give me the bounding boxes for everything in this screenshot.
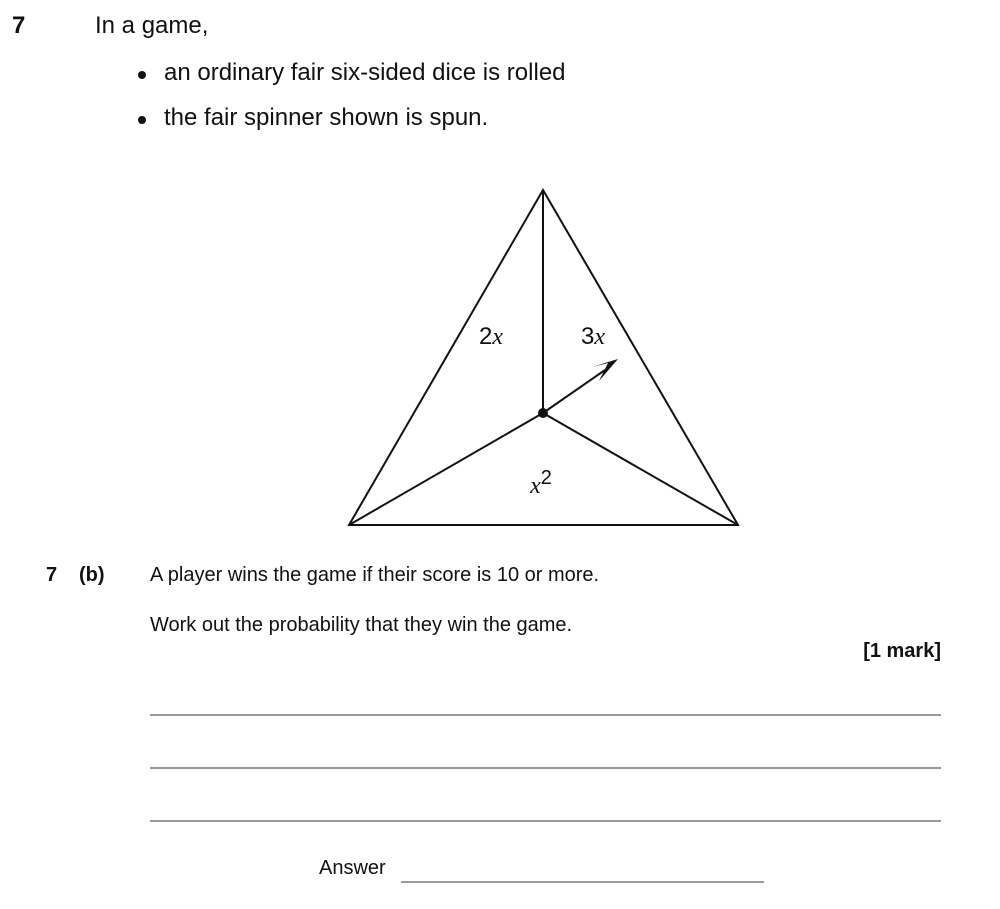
pointer-shaft	[543, 370, 605, 413]
part-instruction: Work out the probability that they win the game.	[150, 614, 573, 636]
spinner-centre-icon	[538, 408, 548, 418]
bullet-dot-icon	[138, 116, 146, 124]
sector-label-3x	[581, 323, 605, 350]
marks-badge: [1 mark]	[863, 640, 941, 662]
divider-left	[349, 413, 543, 525]
bullet-item-dice	[138, 59, 566, 87]
question-intro: In a game,	[95, 12, 209, 39]
divider-right	[540, 413, 738, 525]
question-number: 7	[12, 12, 26, 39]
spinner-diagram	[340, 180, 750, 540]
bullet-text: the fair spinner shown is spun.	[164, 104, 489, 131]
working-line[interactable]	[150, 767, 941, 769]
pointer-arrowhead-icon	[592, 359, 618, 381]
part-letter: (b)	[79, 564, 105, 586]
sector-label-x-squared	[529, 467, 552, 499]
answer-label: Answer	[319, 857, 386, 879]
part-statement: A player wins the game if their score is 10 or more.	[150, 564, 600, 586]
bullet-item-spinner	[138, 104, 488, 132]
bullet-dot-icon	[138, 71, 146, 79]
sector-var: x	[530, 473, 541, 499]
answer-field[interactable]	[401, 881, 764, 883]
bullet-text: an ordinary fair six-sided dice is rolled	[164, 59, 566, 86]
part-question-number: 7	[46, 564, 58, 586]
sector-coef: 3	[580, 323, 595, 350]
sector-label-2x	[479, 323, 503, 350]
working-line[interactable]	[150, 820, 941, 822]
sector-var: x	[492, 324, 504, 350]
sector-exponent: 2	[540, 467, 552, 489]
working-line[interactable]	[150, 714, 941, 716]
sector-var: x	[594, 324, 606, 350]
sector-coef: 2	[478, 323, 493, 350]
